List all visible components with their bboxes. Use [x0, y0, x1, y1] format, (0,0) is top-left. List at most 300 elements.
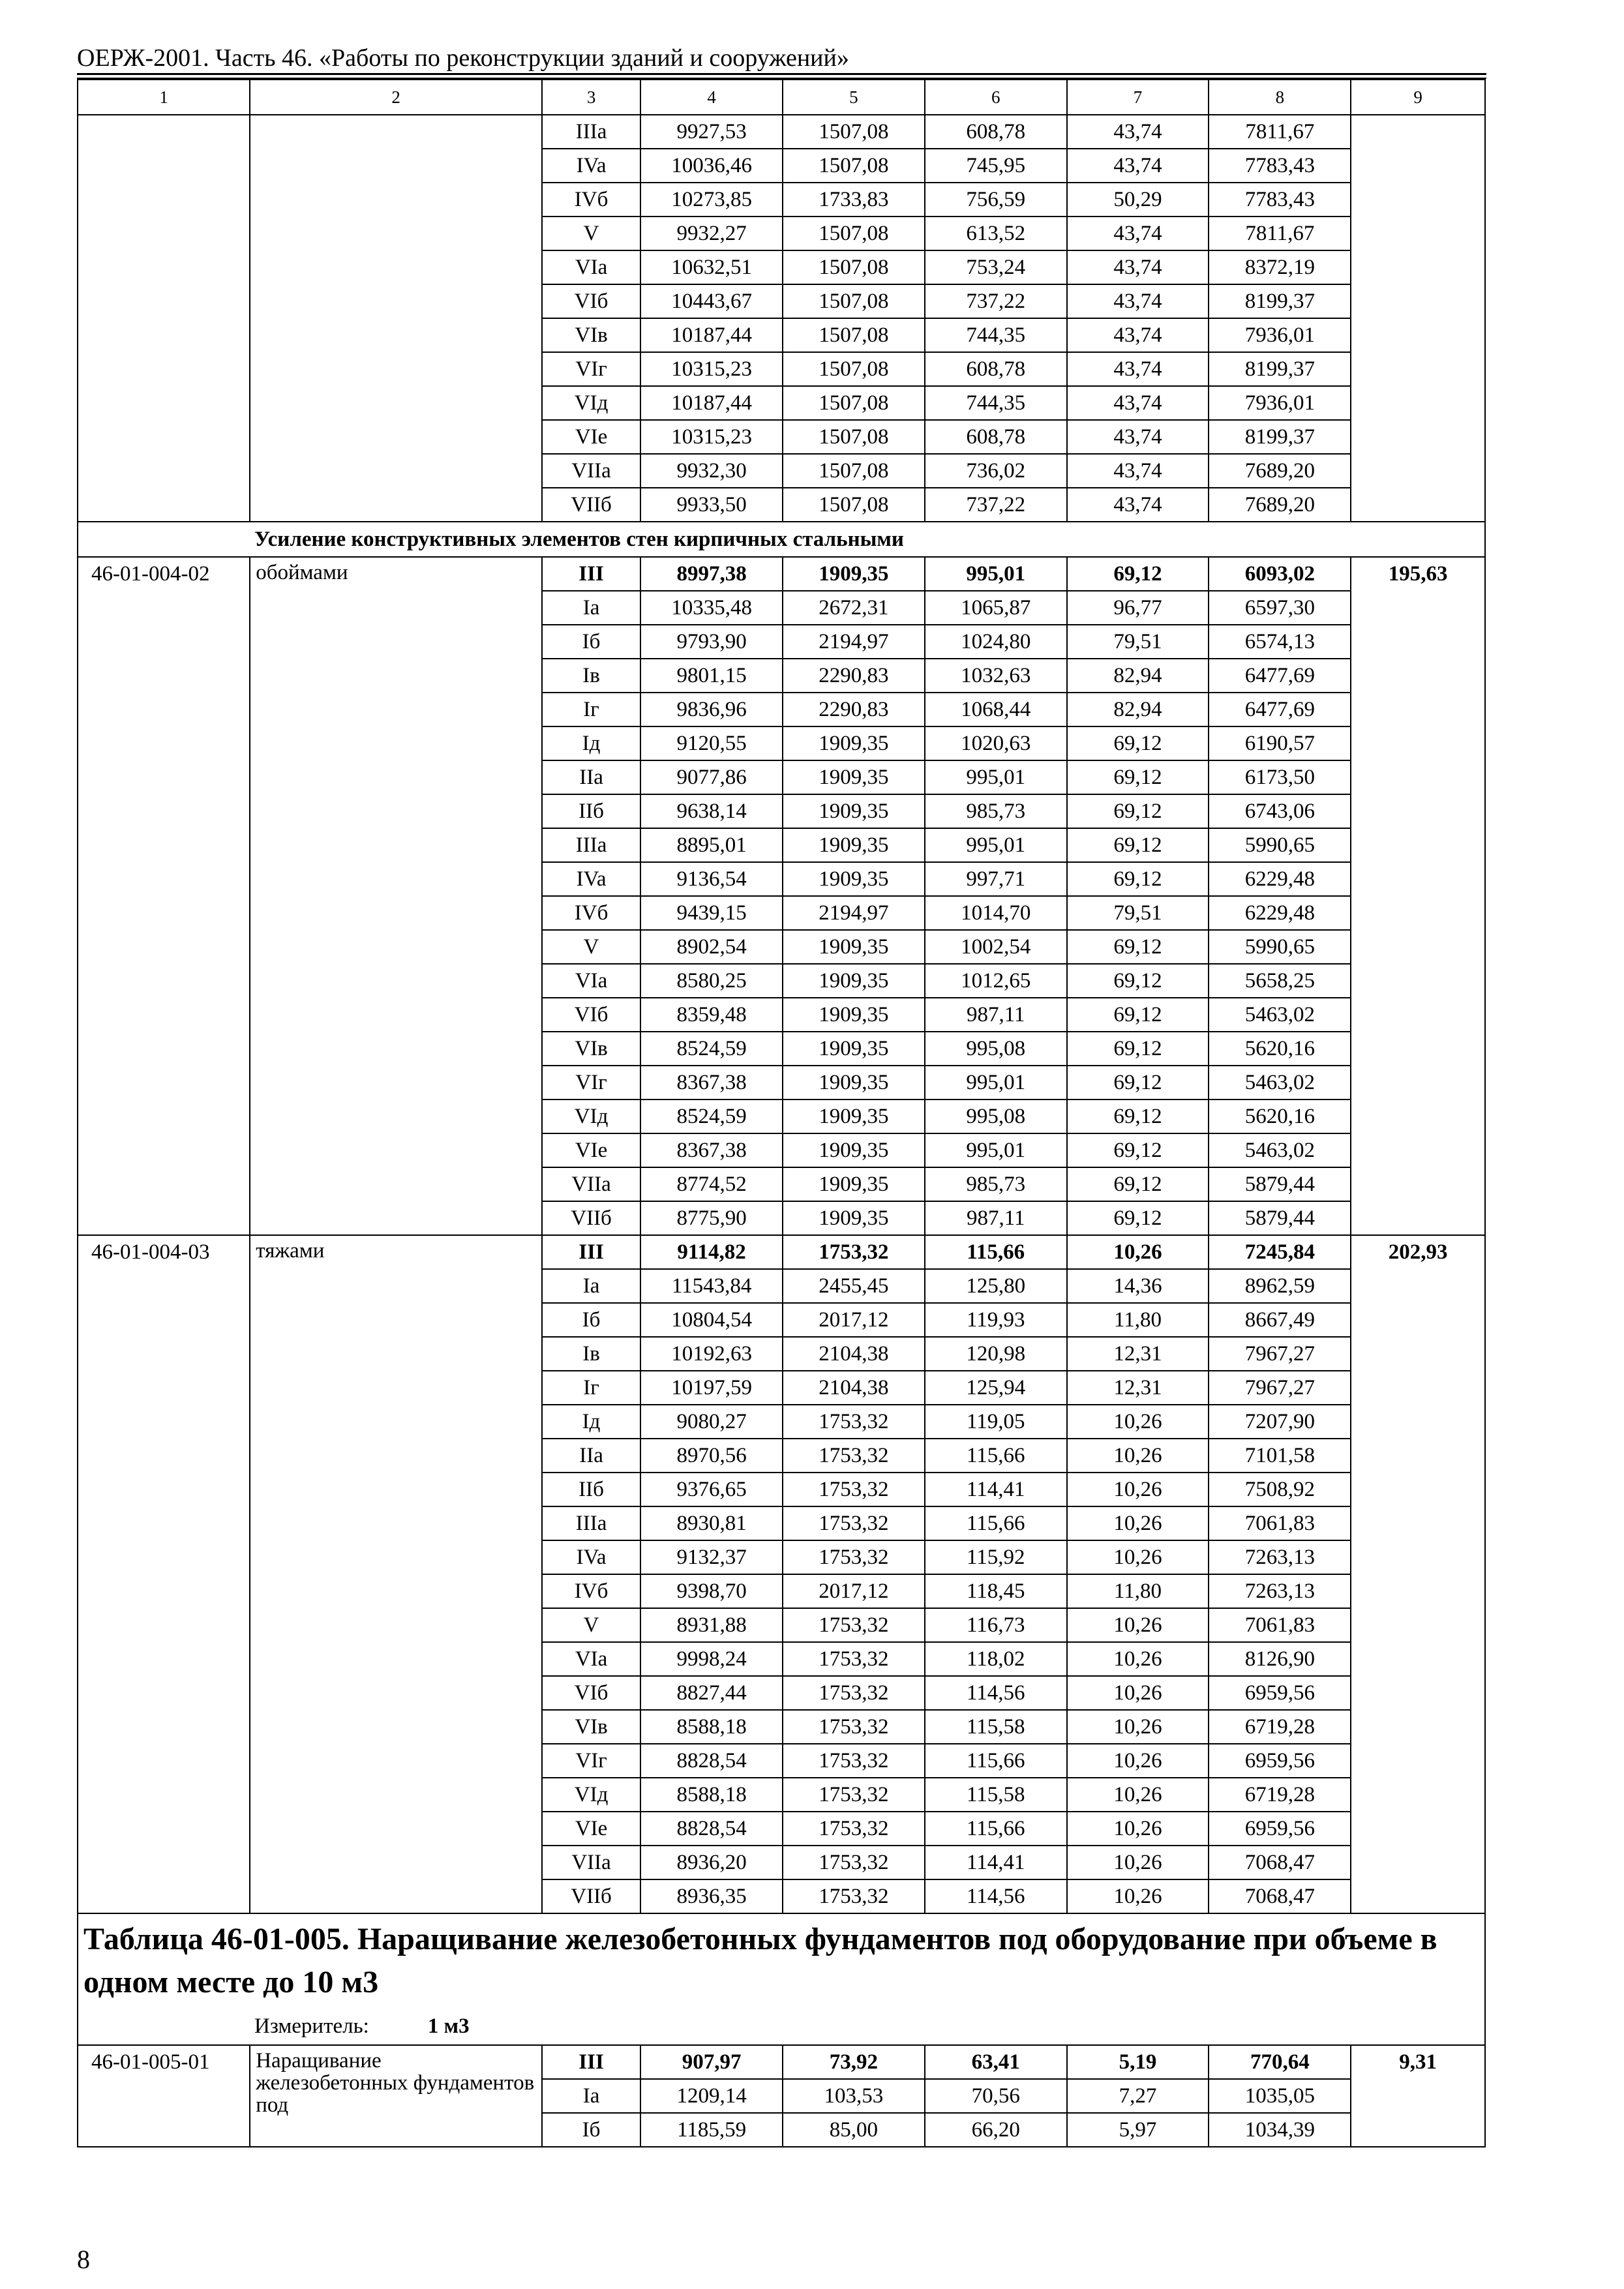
materials-cell: 8126,90: [1209, 1642, 1351, 1676]
machines-cell: 753,24: [925, 250, 1067, 284]
price-zone-cell: Ia: [542, 2079, 640, 2113]
machinist-wages-cell: 69,12: [1067, 998, 1209, 1032]
total-cost-cell: 1209,14: [640, 2079, 783, 2113]
wages-cell: 1507,08: [783, 318, 925, 352]
wages-cell: 1909,35: [783, 1167, 925, 1201]
machinist-wages-cell: 69,12: [1067, 1201, 1209, 1235]
wages-cell: 1753,32: [783, 1473, 925, 1506]
column-number: 7: [1067, 80, 1209, 115]
machines-cell: 63,41: [925, 2045, 1067, 2079]
total-cost-cell: 8970,56: [640, 1439, 783, 1473]
price-zone-cell: Iб: [542, 2113, 640, 2147]
machinist-wages-cell: 12,31: [1067, 1337, 1209, 1371]
machines-cell: 115,92: [925, 1540, 1067, 1574]
machines-cell: 995,01: [925, 760, 1067, 794]
machinist-wages-cell: 82,94: [1067, 693, 1209, 726]
materials-cell: 8199,37: [1209, 420, 1351, 454]
column-number: 8: [1209, 80, 1351, 115]
total-cost-cell: 8895,01: [640, 828, 783, 862]
machinist-wages-cell: 69,12: [1067, 1133, 1209, 1167]
materials-cell: 7061,83: [1209, 1506, 1351, 1540]
materials-cell: 7783,43: [1209, 149, 1351, 183]
unit-value: 1 м3: [427, 2014, 470, 2038]
price-zone-cell: Iв: [542, 1337, 640, 1371]
total-cost-cell: 9132,37: [640, 1540, 783, 1574]
materials-cell: 7811,67: [1209, 217, 1351, 250]
price-zone-cell: IIa: [542, 760, 640, 794]
wages-cell: 1507,08: [783, 386, 925, 420]
wages-cell: 1909,35: [783, 964, 925, 998]
code-cell: [78, 115, 250, 522]
weight-cell: 202,93: [1351, 1235, 1485, 1913]
price-zone-cell: VIг: [542, 352, 640, 386]
price-zone-cell: VIб: [542, 998, 640, 1032]
materials-cell: 5620,16: [1209, 1100, 1351, 1133]
wages-cell: 1909,35: [783, 726, 925, 760]
price-zone-cell: V: [542, 217, 640, 250]
machinist-wages-cell: 10,26: [1067, 1778, 1209, 1812]
name-cell: Наращивание железобетонных фундаментов под: [250, 2045, 542, 2147]
column-number: 2: [250, 80, 542, 115]
table-row: [78, 2045, 1485, 2079]
wages-cell: 1909,35: [783, 760, 925, 794]
total-cost-cell: 9793,90: [640, 625, 783, 659]
materials-cell: 6743,06: [1209, 794, 1351, 828]
materials-cell: 7967,27: [1209, 1371, 1351, 1405]
wages-cell: 1909,35: [783, 1201, 925, 1235]
materials-cell: 7068,47: [1209, 1846, 1351, 1879]
price-zone-cell: IVб: [542, 183, 640, 217]
unit-label: Измеритель:: [254, 2014, 369, 2038]
machines-cell: 119,05: [925, 1405, 1067, 1439]
machines-cell: 115,58: [925, 1710, 1067, 1744]
machines-cell: 1012,65: [925, 964, 1067, 998]
price-zone-cell: VIг: [542, 1066, 640, 1100]
materials-cell: 1034,39: [1209, 2113, 1351, 2147]
section-header: Усиление конструктивных элементов стен кирпичных стальными: [78, 522, 1485, 557]
wages-cell: 2290,83: [783, 693, 925, 726]
wages-cell: 2017,12: [783, 1303, 925, 1337]
materials-cell: 5463,02: [1209, 998, 1351, 1032]
name-cell: [250, 115, 542, 522]
price-zone-cell: VIд: [542, 386, 640, 420]
materials-cell: 7936,01: [1209, 386, 1351, 420]
wages-cell: 1753,32: [783, 1812, 925, 1846]
machines-cell: 987,11: [925, 1201, 1067, 1235]
total-cost-cell: 8936,20: [640, 1846, 783, 1879]
total-cost-cell: 10187,44: [640, 318, 783, 352]
machinist-wages-cell: 10,26: [1067, 1235, 1209, 1269]
machinist-wages-cell: 79,51: [1067, 896, 1209, 930]
materials-cell: 7689,20: [1209, 454, 1351, 488]
machinist-wages-cell: 14,36: [1067, 1269, 1209, 1303]
wages-cell: 103,53: [783, 2079, 925, 2113]
machines-cell: 115,66: [925, 1812, 1067, 1846]
machinist-wages-cell: 69,12: [1067, 726, 1209, 760]
materials-cell: 7263,13: [1209, 1540, 1351, 1574]
table-title: Таблица 46-01-005. Наращивание железобетонных фундаментов под оборудование при объеме в одном месте до 10 м3: [78, 1913, 1485, 2008]
price-zone-cell: III: [542, 1235, 640, 1269]
machines-cell: 1020,63: [925, 726, 1067, 760]
wages-cell: 2455,45: [783, 1269, 925, 1303]
price-zone-cell: III: [542, 557, 640, 591]
machines-cell: 119,93: [925, 1303, 1067, 1337]
section-header-row: [78, 522, 1485, 557]
total-cost-cell: 10273,85: [640, 183, 783, 217]
materials-cell: 6959,56: [1209, 1744, 1351, 1778]
materials-cell: 7061,83: [1209, 1608, 1351, 1642]
total-cost-cell: 8524,59: [640, 1032, 783, 1066]
wages-cell: 1753,32: [783, 1879, 925, 1913]
price-zone-cell: VIв: [542, 1032, 640, 1066]
machinist-wages-cell: 69,12: [1067, 557, 1209, 591]
machinist-wages-cell: 43,74: [1067, 250, 1209, 284]
machinist-wages-cell: 10,26: [1067, 1540, 1209, 1574]
wages-cell: 2672,31: [783, 591, 925, 625]
machinist-wages-cell: 12,31: [1067, 1371, 1209, 1405]
machines-cell: 1002,54: [925, 930, 1067, 964]
materials-cell: 7967,27: [1209, 1337, 1351, 1371]
machines-cell: 1068,44: [925, 693, 1067, 726]
machines-cell: 744,35: [925, 318, 1067, 352]
total-cost-cell: 9114,82: [640, 1235, 783, 1269]
price-zone-cell: VIе: [542, 1133, 640, 1167]
wages-cell: 2194,97: [783, 625, 925, 659]
price-zone-cell: Ia: [542, 1269, 640, 1303]
total-cost-cell: 9927,53: [640, 115, 783, 149]
total-cost-cell: 8367,38: [640, 1066, 783, 1100]
unit-cell: [78, 2008, 1485, 2045]
machines-cell: 114,56: [925, 1676, 1067, 1710]
wages-cell: 1507,08: [783, 250, 925, 284]
column-number-row: [78, 80, 1485, 115]
machines-cell: 115,66: [925, 1439, 1067, 1473]
machines-cell: 985,73: [925, 794, 1067, 828]
machinist-wages-cell: 10,26: [1067, 1744, 1209, 1778]
wages-cell: 1909,35: [783, 1032, 925, 1066]
materials-cell: 5463,02: [1209, 1133, 1351, 1167]
total-cost-cell: 8931,88: [640, 1608, 783, 1642]
materials-cell: 7101,58: [1209, 1439, 1351, 1473]
materials-cell: 7245,84: [1209, 1235, 1351, 1269]
price-zone-cell: Iд: [542, 726, 640, 760]
wages-cell: 1507,08: [783, 115, 925, 149]
total-cost-cell: 8588,18: [640, 1710, 783, 1744]
wages-cell: 73,92: [783, 2045, 925, 2079]
materials-cell: 6229,48: [1209, 896, 1351, 930]
machines-cell: 745,95: [925, 149, 1067, 183]
name-cell: тяжами: [250, 1235, 542, 1913]
price-zone-cell: VIa: [542, 250, 640, 284]
machines-cell: 608,78: [925, 352, 1067, 386]
wages-cell: 1753,32: [783, 1506, 925, 1540]
price-zone-cell: Iб: [542, 1303, 640, 1337]
machines-cell: 115,66: [925, 1744, 1067, 1778]
total-cost-cell: 8936,35: [640, 1879, 783, 1913]
price-zone-cell: III: [542, 2045, 640, 2079]
machines-cell: 125,94: [925, 1371, 1067, 1405]
wages-cell: 1753,32: [783, 1235, 925, 1269]
materials-cell: 6229,48: [1209, 862, 1351, 896]
machines-cell: 115,58: [925, 1778, 1067, 1812]
materials-cell: 6597,30: [1209, 591, 1351, 625]
machinist-wages-cell: 10,26: [1067, 1879, 1209, 1913]
total-cost-cell: 9136,54: [640, 862, 783, 896]
materials-cell: 7783,43: [1209, 183, 1351, 217]
column-number: 1: [78, 80, 250, 115]
price-zone-cell: VIв: [542, 1710, 640, 1744]
total-cost-cell: 11543,84: [640, 1269, 783, 1303]
machines-cell: 995,01: [925, 828, 1067, 862]
machines-cell: 118,45: [925, 1574, 1067, 1608]
machinist-wages-cell: 69,12: [1067, 930, 1209, 964]
total-cost-cell: 10187,44: [640, 386, 783, 420]
total-cost-cell: 9932,27: [640, 217, 783, 250]
machinist-wages-cell: 69,12: [1067, 760, 1209, 794]
total-cost-cell: 10443,67: [640, 284, 783, 318]
wages-cell: 1909,35: [783, 1100, 925, 1133]
total-cost-cell: 10192,63: [640, 1337, 783, 1371]
price-zone-cell: VIa: [542, 1642, 640, 1676]
wages-cell: 1753,32: [783, 1710, 925, 1744]
machines-cell: 736,02: [925, 454, 1067, 488]
code-cell: 46-01-004-02: [78, 557, 250, 1235]
wages-cell: 1507,08: [783, 352, 925, 386]
wages-cell: 1909,35: [783, 930, 925, 964]
machinist-wages-cell: 5,19: [1067, 2045, 1209, 2079]
machinist-wages-cell: 43,74: [1067, 386, 1209, 420]
materials-cell: 5620,16: [1209, 1032, 1351, 1066]
machinist-wages-cell: 69,12: [1067, 1100, 1209, 1133]
materials-cell: 7068,47: [1209, 1879, 1351, 1913]
machines-cell: 997,71: [925, 862, 1067, 896]
materials-cell: 6959,56: [1209, 1812, 1351, 1846]
page-number: 8: [77, 2245, 90, 2274]
wages-cell: 1909,35: [783, 557, 925, 591]
total-cost-cell: 9801,15: [640, 659, 783, 693]
materials-cell: 8667,49: [1209, 1303, 1351, 1337]
price-zone-cell: IIб: [542, 1473, 640, 1506]
machines-cell: 1065,87: [925, 591, 1067, 625]
total-cost-cell: 8997,38: [640, 557, 783, 591]
machinist-wages-cell: 10,26: [1067, 1812, 1209, 1846]
machinist-wages-cell: 69,12: [1067, 1066, 1209, 1100]
wages-cell: 2104,38: [783, 1371, 925, 1405]
wages-cell: 1507,08: [783, 284, 925, 318]
materials-cell: 8199,37: [1209, 352, 1351, 386]
total-cost-cell: 10197,59: [640, 1371, 783, 1405]
total-cost-cell: 9836,96: [640, 693, 783, 726]
machines-cell: 1014,70: [925, 896, 1067, 930]
machinist-wages-cell: 69,12: [1067, 964, 1209, 998]
price-zone-cell: IIIa: [542, 828, 640, 862]
materials-cell: 6959,56: [1209, 1676, 1351, 1710]
machinist-wages-cell: 82,94: [1067, 659, 1209, 693]
machines-cell: 70,56: [925, 2079, 1067, 2113]
wages-cell: 1507,08: [783, 454, 925, 488]
materials-cell: 6477,69: [1209, 693, 1351, 726]
wages-cell: 1507,08: [783, 149, 925, 183]
materials-cell: 8372,19: [1209, 250, 1351, 284]
total-cost-cell: 9998,24: [640, 1642, 783, 1676]
machinist-wages-cell: 10,26: [1067, 1506, 1209, 1540]
price-zone-cell: IIIa: [542, 115, 640, 149]
machinist-wages-cell: 50,29: [1067, 183, 1209, 217]
materials-cell: 8199,37: [1209, 284, 1351, 318]
materials-cell: 8962,59: [1209, 1269, 1351, 1303]
wages-cell: 2290,83: [783, 659, 925, 693]
rates-table: [77, 79, 1486, 2147]
machinist-wages-cell: 10,26: [1067, 1473, 1209, 1506]
wages-cell: 1909,35: [783, 1066, 925, 1100]
materials-cell: 5879,44: [1209, 1201, 1351, 1235]
column-number: 9: [1351, 80, 1485, 115]
code-cell: 46-01-004-03: [78, 1235, 250, 1913]
wages-cell: 1909,35: [783, 1133, 925, 1167]
wages-cell: 1909,35: [783, 828, 925, 862]
machines-cell: 115,66: [925, 1506, 1067, 1540]
price-zone-cell: IIIa: [542, 1506, 640, 1540]
materials-cell: 5990,65: [1209, 828, 1351, 862]
total-cost-cell: 9398,70: [640, 1574, 783, 1608]
machinist-wages-cell: 43,74: [1067, 352, 1209, 386]
materials-cell: 5658,25: [1209, 964, 1351, 998]
column-number: 5: [783, 80, 925, 115]
total-cost-cell: 8828,54: [640, 1812, 783, 1846]
machinist-wages-cell: 43,74: [1067, 488, 1209, 522]
materials-cell: 5463,02: [1209, 1066, 1351, 1100]
machinist-wages-cell: 11,80: [1067, 1574, 1209, 1608]
price-zone-cell: IIa: [542, 1439, 640, 1473]
machinist-wages-cell: 79,51: [1067, 625, 1209, 659]
price-zone-cell: VIIa: [542, 1846, 640, 1879]
materials-cell: 5879,44: [1209, 1167, 1351, 1201]
machines-cell: 116,73: [925, 1608, 1067, 1642]
machines-cell: 120,98: [925, 1337, 1067, 1371]
total-cost-cell: 8775,90: [640, 1201, 783, 1235]
machines-cell: 756,59: [925, 183, 1067, 217]
machines-cell: 118,02: [925, 1642, 1067, 1676]
machinist-wages-cell: 43,74: [1067, 149, 1209, 183]
price-zone-cell: V: [542, 1608, 640, 1642]
column-number: 3: [542, 80, 640, 115]
price-zone-cell: Iб: [542, 625, 640, 659]
total-cost-cell: 9932,30: [640, 454, 783, 488]
table-row: [78, 1235, 1485, 1269]
materials-cell: 6190,57: [1209, 726, 1351, 760]
machines-cell: 114,41: [925, 1473, 1067, 1506]
machinist-wages-cell: 69,12: [1067, 862, 1209, 896]
header-rule: [77, 73, 1486, 75]
price-zone-cell: VIб: [542, 284, 640, 318]
price-zone-cell: VIIa: [542, 454, 640, 488]
total-cost-cell: 10335,48: [640, 591, 783, 625]
wages-cell: 1507,08: [783, 420, 925, 454]
machines-cell: 995,01: [925, 1133, 1067, 1167]
wages-cell: 1507,08: [783, 217, 925, 250]
machinist-wages-cell: 10,26: [1067, 1846, 1209, 1879]
machines-cell: 987,11: [925, 998, 1067, 1032]
table-title-row: [78, 1913, 1485, 2008]
materials-cell: 6093,02: [1209, 557, 1351, 591]
price-zone-cell: VIIб: [542, 488, 640, 522]
machines-cell: 995,01: [925, 557, 1067, 591]
wages-cell: 1909,35: [783, 862, 925, 896]
machines-cell: 608,78: [925, 115, 1067, 149]
machines-cell: 114,56: [925, 1879, 1067, 1913]
price-zone-cell: IVб: [542, 896, 640, 930]
unit-row: [78, 2008, 1485, 2045]
materials-cell: 7689,20: [1209, 488, 1351, 522]
wages-cell: 2104,38: [783, 1337, 925, 1371]
machinist-wages-cell: 10,26: [1067, 1439, 1209, 1473]
materials-cell: 770,64: [1209, 2045, 1351, 2079]
machines-cell: 1032,63: [925, 659, 1067, 693]
wages-cell: 1753,32: [783, 1405, 925, 1439]
weight-cell: 9,31: [1351, 2045, 1485, 2147]
price-zone-cell: VIб: [542, 1676, 640, 1710]
machinist-wages-cell: 11,80: [1067, 1303, 1209, 1337]
machinist-wages-cell: 10,26: [1067, 1710, 1209, 1744]
machines-cell: 613,52: [925, 217, 1067, 250]
wages-cell: 1909,35: [783, 794, 925, 828]
machinist-wages-cell: 5,97: [1067, 2113, 1209, 2147]
machines-cell: 125,80: [925, 1269, 1067, 1303]
machinist-wages-cell: 43,74: [1067, 115, 1209, 149]
total-cost-cell: 8367,38: [640, 1133, 783, 1167]
materials-cell: 7263,13: [1209, 1574, 1351, 1608]
machinist-wages-cell: 10,26: [1067, 1676, 1209, 1710]
machines-cell: 995,01: [925, 1066, 1067, 1100]
machines-cell: 66,20: [925, 2113, 1067, 2147]
materials-cell: 6719,28: [1209, 1710, 1351, 1744]
wages-cell: 1753,32: [783, 1439, 925, 1473]
wages-cell: 1909,35: [783, 998, 925, 1032]
wages-cell: 2017,12: [783, 1574, 925, 1608]
table-row: [78, 557, 1485, 591]
machines-cell: 737,22: [925, 284, 1067, 318]
total-cost-cell: 9638,14: [640, 794, 783, 828]
machinist-wages-cell: 43,74: [1067, 217, 1209, 250]
weight-cell: 195,63: [1351, 557, 1485, 1235]
total-cost-cell: 9077,86: [640, 760, 783, 794]
materials-cell: 6477,69: [1209, 659, 1351, 693]
machines-cell: 737,22: [925, 488, 1067, 522]
total-cost-cell: 10804,54: [640, 1303, 783, 1337]
total-cost-cell: 8524,59: [640, 1100, 783, 1133]
wages-cell: 1753,32: [783, 1608, 925, 1642]
total-cost-cell: 8902,54: [640, 930, 783, 964]
price-zone-cell: VIд: [542, 1778, 640, 1812]
price-zone-cell: Iв: [542, 659, 640, 693]
price-zone-cell: VIд: [542, 1100, 640, 1133]
wages-cell: 1753,32: [783, 1540, 925, 1574]
code-cell: 46-01-005-01: [78, 2045, 250, 2147]
price-zone-cell: VIе: [542, 1812, 640, 1846]
price-zone-cell: VIIб: [542, 1879, 640, 1913]
wages-cell: 2194,97: [783, 896, 925, 930]
price-zone-cell: VIIб: [542, 1201, 640, 1235]
wages-cell: 1753,32: [783, 1778, 925, 1812]
wages-cell: 85,00: [783, 2113, 925, 2147]
total-cost-cell: 8580,25: [640, 964, 783, 998]
name-cell: обоймами: [250, 557, 542, 1235]
price-zone-cell: VIa: [542, 964, 640, 998]
price-zone-cell: VIг: [542, 1744, 640, 1778]
materials-cell: 7811,67: [1209, 115, 1351, 149]
table-row: [78, 115, 1485, 149]
wages-cell: 1753,32: [783, 1642, 925, 1676]
